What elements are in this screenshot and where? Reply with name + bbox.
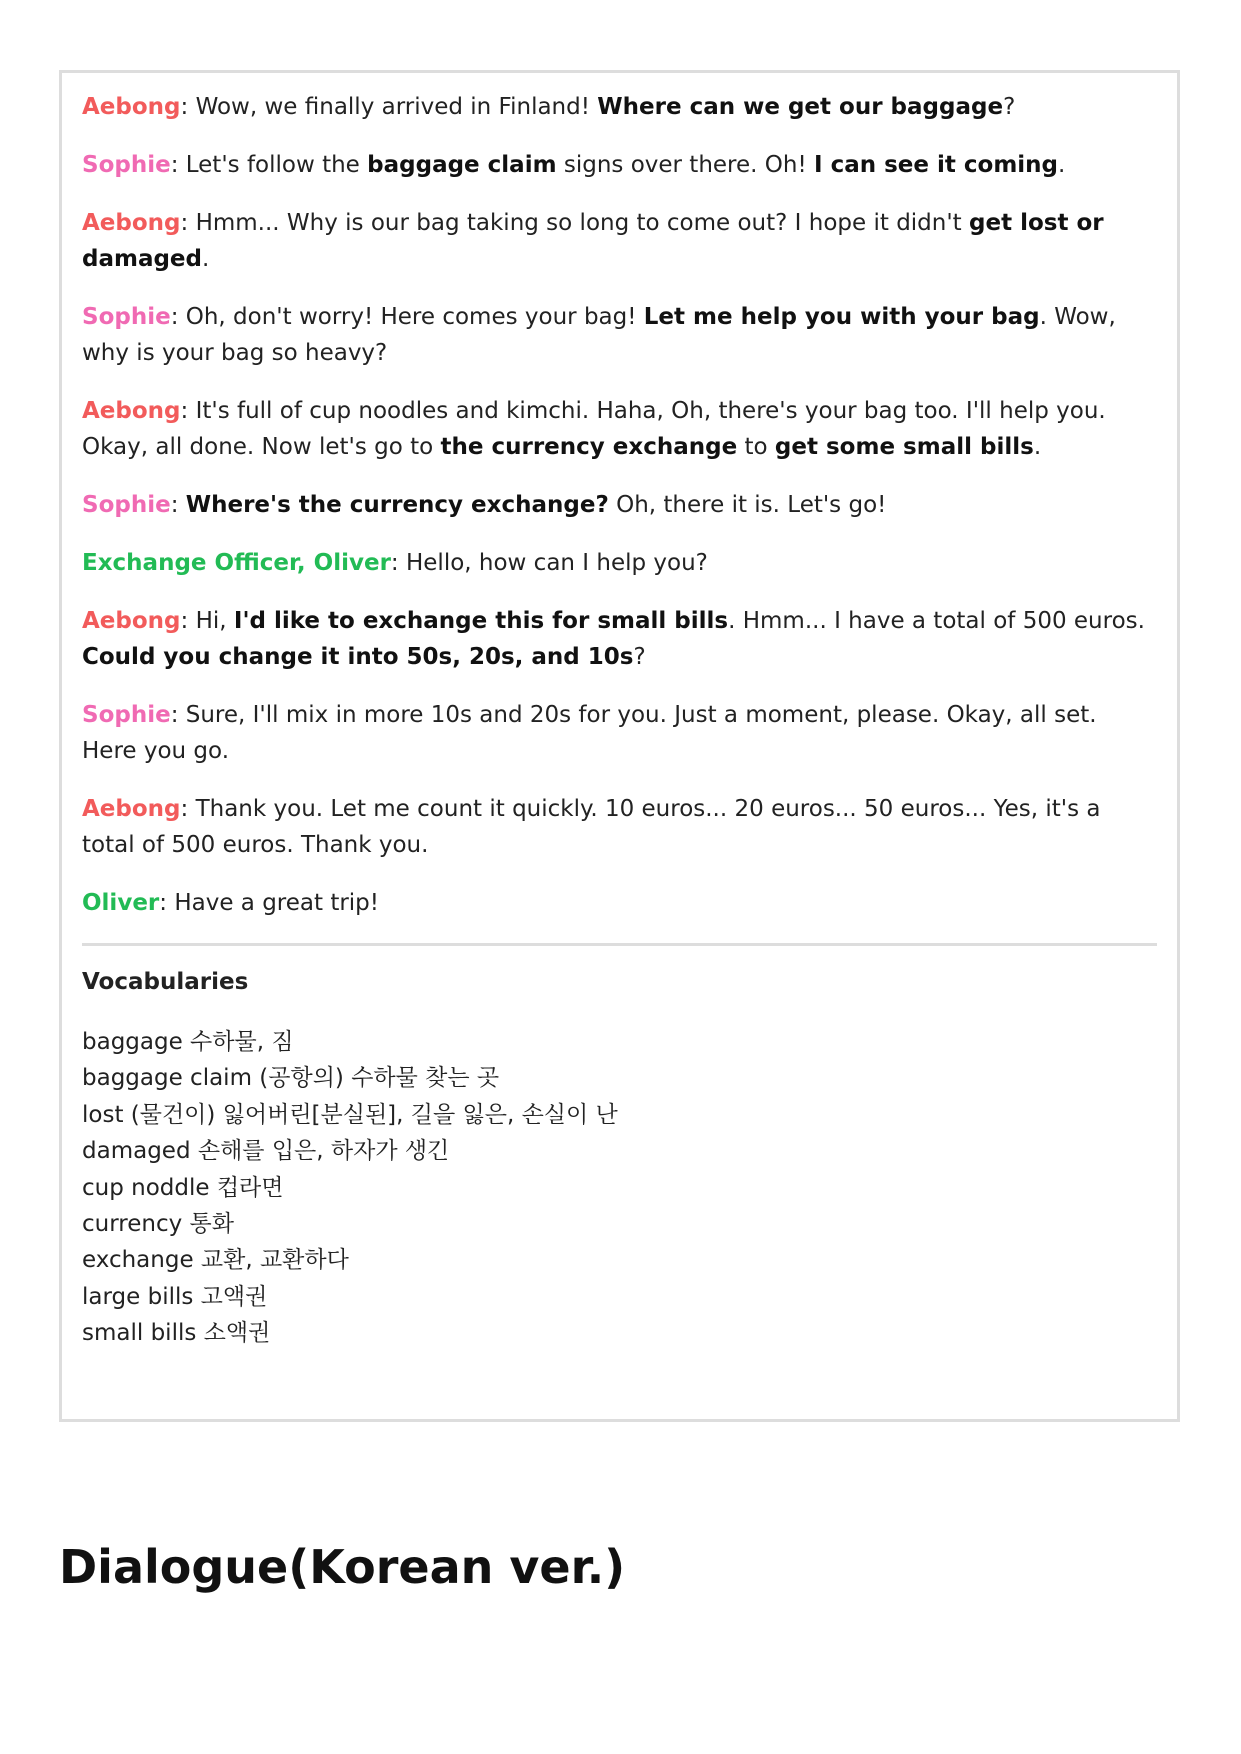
line-bold-text: Where can we get our baggage [597,94,1004,120]
line-bold-text: Could you change it into 50s, 20s, and 10s [82,644,634,670]
line-text: to [744,434,768,460]
line-text: ? [633,644,646,670]
speaker-name: Aebong [82,210,181,236]
speaker-name: Aebong [82,94,181,120]
dialogue-box [59,70,1180,1422]
vocab-item: cup noddle 컵라면 [82,1174,284,1201]
line-text: Thank you. Let me count it quickly. 10 euros... 20 euros... 50 euros... Yes, it's a total of 500 euros. Thank you. [82,796,1101,858]
vocab-item: baggage 수하물, 짐 [82,1029,294,1055]
line-text: Hello, how can I help you? [405,550,708,576]
line-text: Have a great trip! [174,890,380,916]
divider [82,943,1157,946]
line-text: Wow, we finally arrived in Finland! [195,94,590,120]
line-bold-text: I can see it coming [814,152,1059,178]
dialogue-line: Exchange Officer, Oliver: Hello, how can I help you? [82,550,708,576]
dialogue-line: Aebong: Hi, I'd like to exchange this for small bills. Hmm... I have a total of 500 euros. Could you change it into 50s, 20s, and 10s? [82,608,1145,670]
line-text: signs over there. Oh! [563,152,807,178]
line-text: Let's follow the [185,152,360,178]
section-heading: Dialogue(Korean ver.) [59,1540,626,1594]
line-text: . [1033,434,1042,460]
vocab-item: lost (물건이) 잃어버린[분실된], 길을 잃은, 손실이 난 [82,1101,618,1128]
vocab-item: exchange 교환, 교환하다 [82,1247,349,1274]
vocab-item: small bills 소액권 [82,1320,271,1347]
line-bold-text: the currency exchange [440,434,738,460]
line-bold-text: I'd like to exchange this for small bills [233,608,729,634]
dialogue-line: Aebong: Thank you. Let me count it quickly. 10 euros... 20 euros... 50 euros... Yes, it's a total of 500 euros. Thank you. [82,796,1101,858]
line-text: Sure, I'll mix in more 10s and 20s for you. Just a moment, please. Okay, all set. Here you go. [82,702,1097,764]
line-text: Hi, [195,608,227,634]
dialogue-line: Aebong: It's full of cup noodles and kimchi. Haha, Oh, there's your bag too. I'll help you. Okay, all done. Now let's go to the currency exchange to get some small bills. [82,398,1106,460]
dialogue-line: Aebong: Hmm... Why is our bag taking so long to come out? I hope it didn't get lost or damaged. [82,210,1104,272]
vocab-item: baggage claim (공항의) 수하물 찾는 곳 [82,1065,500,1092]
vocab-item: currency 통화 [82,1211,234,1238]
line-bold-text: baggage claim [367,152,557,178]
dialogue-line: Sophie: Oh, don't worry! Here comes your bag! Let me help you with your bag. Wow, why is your bag so heavy? [82,304,1116,366]
speaker-name: Exchange Officer, Oliver [82,550,391,576]
line-text: . Wow, why is your bag so heavy? [82,304,1116,366]
line-bold-text: Where's the currency exchange? [185,492,609,518]
vocab-list [82,1024,1157,1352]
speaker-name: Sophie [82,492,171,518]
line-text: Hmm... Why is our bag taking so long to come out? I hope it didn't [195,210,962,236]
speaker-name: Oliver [82,890,160,916]
line-text: ? [1003,94,1016,120]
speaker-name: Sophie [82,304,171,330]
line-text: . [202,246,210,272]
line-text: . Hmm... I have a total of 500 euros. [728,608,1145,634]
vocab-title: Vocabularies [82,969,249,995]
line-text: Oh, don't worry! Here comes your bag! [185,304,637,330]
speaker-name: Sophie [82,152,171,178]
dialogue-line: Aebong: Wow, we finally arrived in Finland! Where can we get our baggage? [82,94,1016,120]
line-text: . [1058,152,1066,178]
dialogue-line: Sophie: Let's follow the baggage claim signs over there. Oh! I can see it coming. [82,152,1066,178]
dialogue-line: Sophie: Sure, I'll mix in more 10s and 20s for you. Just a moment, please. Okay, all set. Here you go. [82,702,1097,764]
vocab-item: damaged 손해를 입은, 하자가 생긴 [82,1138,450,1165]
speaker-name: Aebong [82,796,181,822]
line-text: Oh, there it is. Let's go! [616,492,887,518]
vocab-item: large bills 고액권 [82,1283,268,1310]
speaker-name: Aebong [82,608,181,634]
speaker-name: Sophie [82,702,171,728]
line-bold-text: Let me help you with your bag [643,304,1040,330]
line-text: It's full of cup noodles and kimchi. Haha, Oh, there's your bag too. I'll help you. Okay, all done. Now let's go to [82,398,1106,460]
line-bold-text: get some small bills [774,434,1034,460]
line-bold-text: get lost or damaged [82,210,1104,272]
speaker-name: Aebong [82,398,181,424]
dialogue-line: Sophie: Where's the currency exchange? Oh, there it is. Let's go! [82,492,887,518]
dialogue-line: Oliver: Have a great trip! [82,890,380,916]
